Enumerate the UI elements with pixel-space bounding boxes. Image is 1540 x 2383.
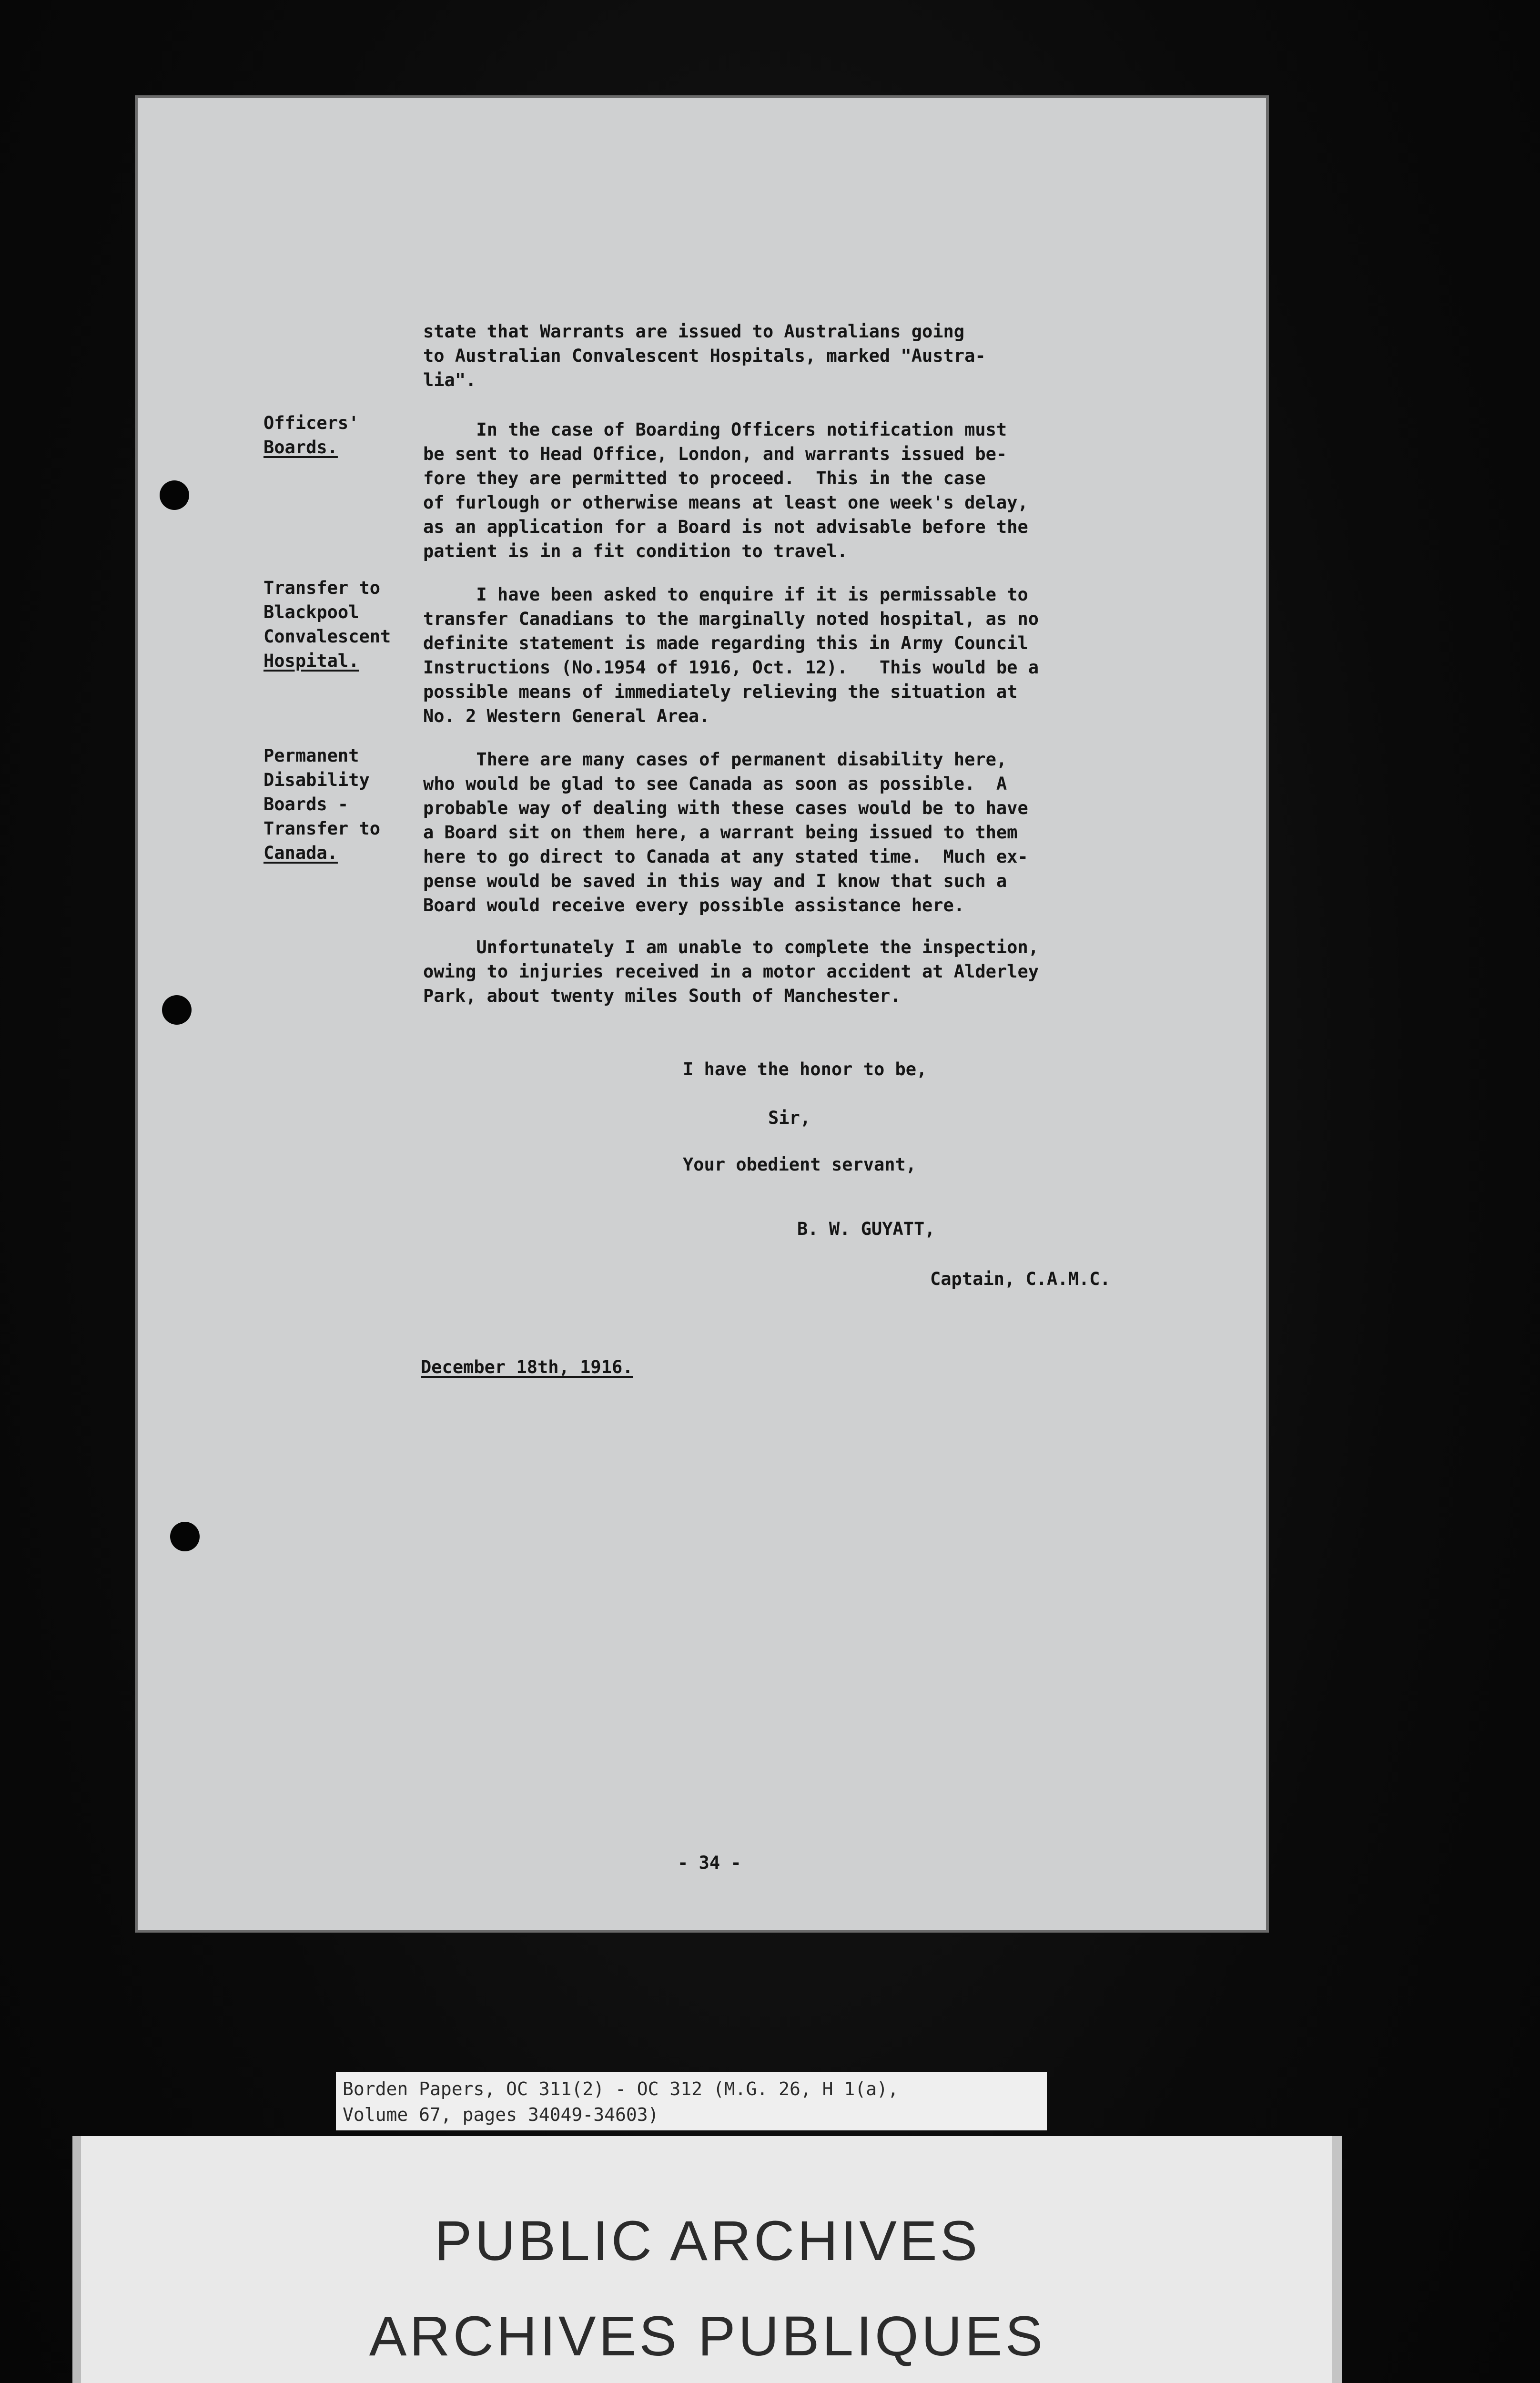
paragraph-transfer-canadians: I have been asked to enquire if it is permissable to transfer Canadians to the marginally noted hospital, as no definite statement is made regarding this in Army Council Instructions (No.1954 of 1916, Oct. 12). This would be a possible means of immediately relieving the situation at No. 2 Western General Area.: [423, 584, 1039, 726]
closing-sir: Sir,: [768, 1108, 811, 1128]
punch-hole: [162, 995, 192, 1025]
archive-reference-tag: [336, 2072, 1047, 2130]
closing-obedient: Your obedient servant,: [683, 1154, 917, 1175]
paragraph-permanent-disability: There are many cases of permanent disability here, who would be glad to see Canada as soon as possible. A probable way of dealing with these cases would be to have a Board sit on them here, a warrant being issued to them here to go direct to Canada at any stated time. Much ex- pense would be saved in this way and I know that such a Board would receive every possible assistance here.: [423, 749, 1028, 916]
punch-hole: [170, 1522, 200, 1551]
closing-salutation: I have the honor to be,: [683, 1059, 927, 1079]
page-number: - 34 -: [678, 1853, 741, 1873]
margin-note-permanent-disability-last: Canada.: [263, 843, 338, 863]
archive-card-title-fr: ARCHIVES PUBLIQUES: [369, 2305, 1046, 2368]
letter-date: December 18th, 1916.: [421, 1357, 633, 1377]
archive-reference-line1: Borden Papers, OC 311(2) - OC 312 (M.G. 26, H 1(a),: [343, 2078, 899, 2099]
margin-note-transfer-blackpool-last: Hospital.: [263, 651, 359, 671]
signature-rank: Captain, C.A.M.C.: [930, 1269, 1111, 1289]
margin-note-officers-line1: Officers': [263, 413, 359, 433]
margin-note-transfer-blackpool: Transfer to Blackpool Convalescent: [263, 578, 391, 647]
archive-card-title-en: PUBLIC ARCHIVES: [434, 2210, 981, 2272]
paragraph-australian-warrants: state that Warrants are issued to Australians going to Australian Convalescent Hospitals, marked "Austra- lia".: [423, 321, 986, 390]
archive-reference-line2: Volume 67, pages 34049-34603): [343, 2104, 659, 2125]
margin-note-officers-line2: Boards.: [263, 437, 338, 458]
punch-hole: [160, 480, 189, 510]
archive-card: [72, 2136, 1342, 2383]
paragraph-boarding-officers: In the case of Boarding Officers notification must be sent to Head Office, London, and warrants issued be- fore they are permitted to proceed. This in the case of furlough or otherwise means at least one week's delay, as an application for a Board is not advisable before the patient is in a fit condition to travel.: [423, 419, 1028, 561]
margin-note-permanent-disability: Permanent Disability Boards - Transfer to: [263, 745, 381, 839]
signature-name: B. W. GUYATT,: [797, 1219, 935, 1239]
paragraph-inspection: Unfortunately I am unable to complete the inspection, owing to injuries received in a motor accident at Alderley Park, about twenty miles South of Manchester.: [423, 937, 1039, 1006]
